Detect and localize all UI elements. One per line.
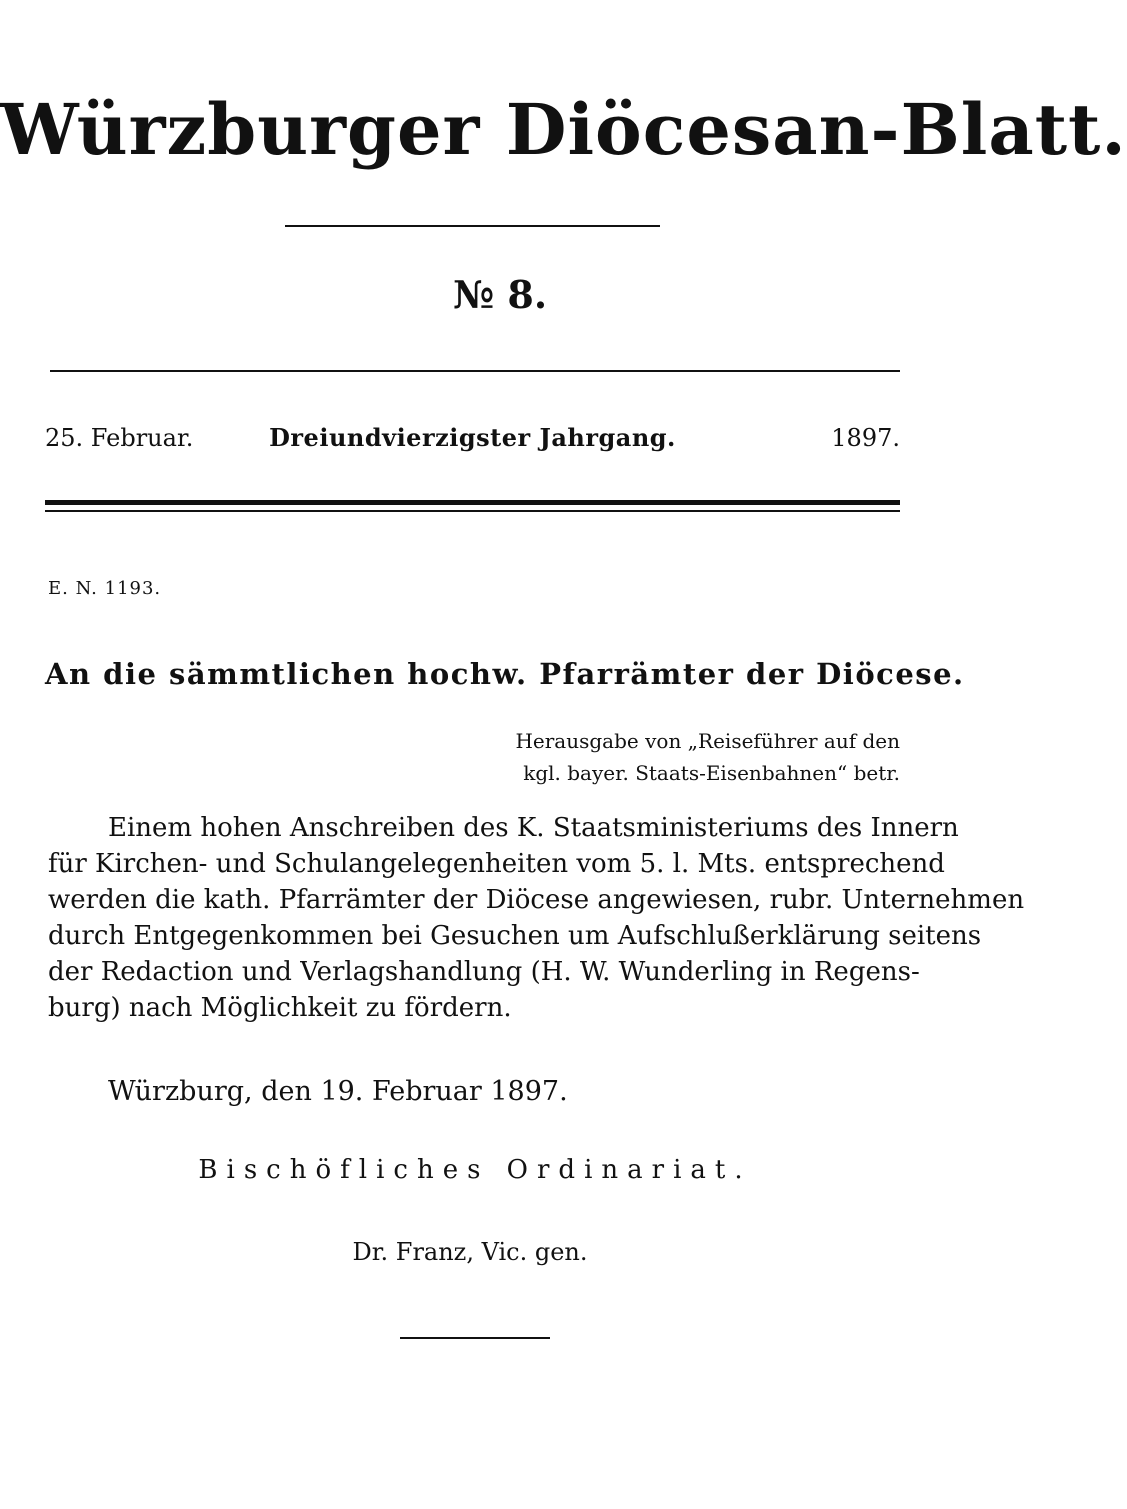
issue-volume: Dreiundvierzigster Jahrgang. (269, 423, 676, 452)
body-line: der Redaction und Verlagshandlung (H. W. Wunderling in Regens- (48, 957, 920, 987)
double-rule-thick (45, 500, 900, 505)
reference-number: E. N. 1193. (48, 578, 162, 599)
issue-date: 25. Februar. (45, 424, 194, 452)
body-line: Einem hohen Anschreiben des K. Staatsministeriums des Innern (108, 813, 959, 843)
issue-number: № 8. (452, 272, 548, 317)
double-rule-thin (45, 510, 900, 512)
body-line: für Kirchen- und Schulangelegenheiten vom 5. l. Mts. entsprechend (48, 849, 945, 879)
header-rule (50, 370, 900, 372)
issuing-office: Bischöfliches Ordinariat. (198, 1155, 752, 1185)
masthead-title: Würzburger Diöcesan-Blatt. (0, 88, 1127, 171)
body-paragraph (48, 810, 1025, 1026)
body-line: werden die kath. Pfarrämter der Diöcese angewiesen, rubr. Unternehmen (48, 885, 1025, 915)
subject-line-1: Herausgabe von „Reiseführer auf den (515, 729, 900, 753)
announcement-heading: An die sämmtlichen hochw. Pfarrämter der Diöcese. (45, 657, 965, 691)
subject-note (515, 725, 900, 789)
body-line: durch Entgegenkommen bei Gesuchen um Aufschlußerklärung seitens (48, 921, 982, 951)
issue-year: 1897. (831, 424, 900, 452)
body-line: burg) nach Möglichkeit zu fördern. (48, 993, 512, 1023)
masthead-divider (285, 225, 660, 227)
signature: Dr. Franz, Vic. gen. (352, 1238, 588, 1266)
issue-info-row (45, 418, 900, 458)
subject-line-2: kgl. bayer. Staats-Eisenbahnen“ betr. (523, 761, 900, 785)
end-rule (400, 1337, 550, 1339)
dateline: Würzburg, den 19. Februar 1897. (108, 1076, 568, 1107)
